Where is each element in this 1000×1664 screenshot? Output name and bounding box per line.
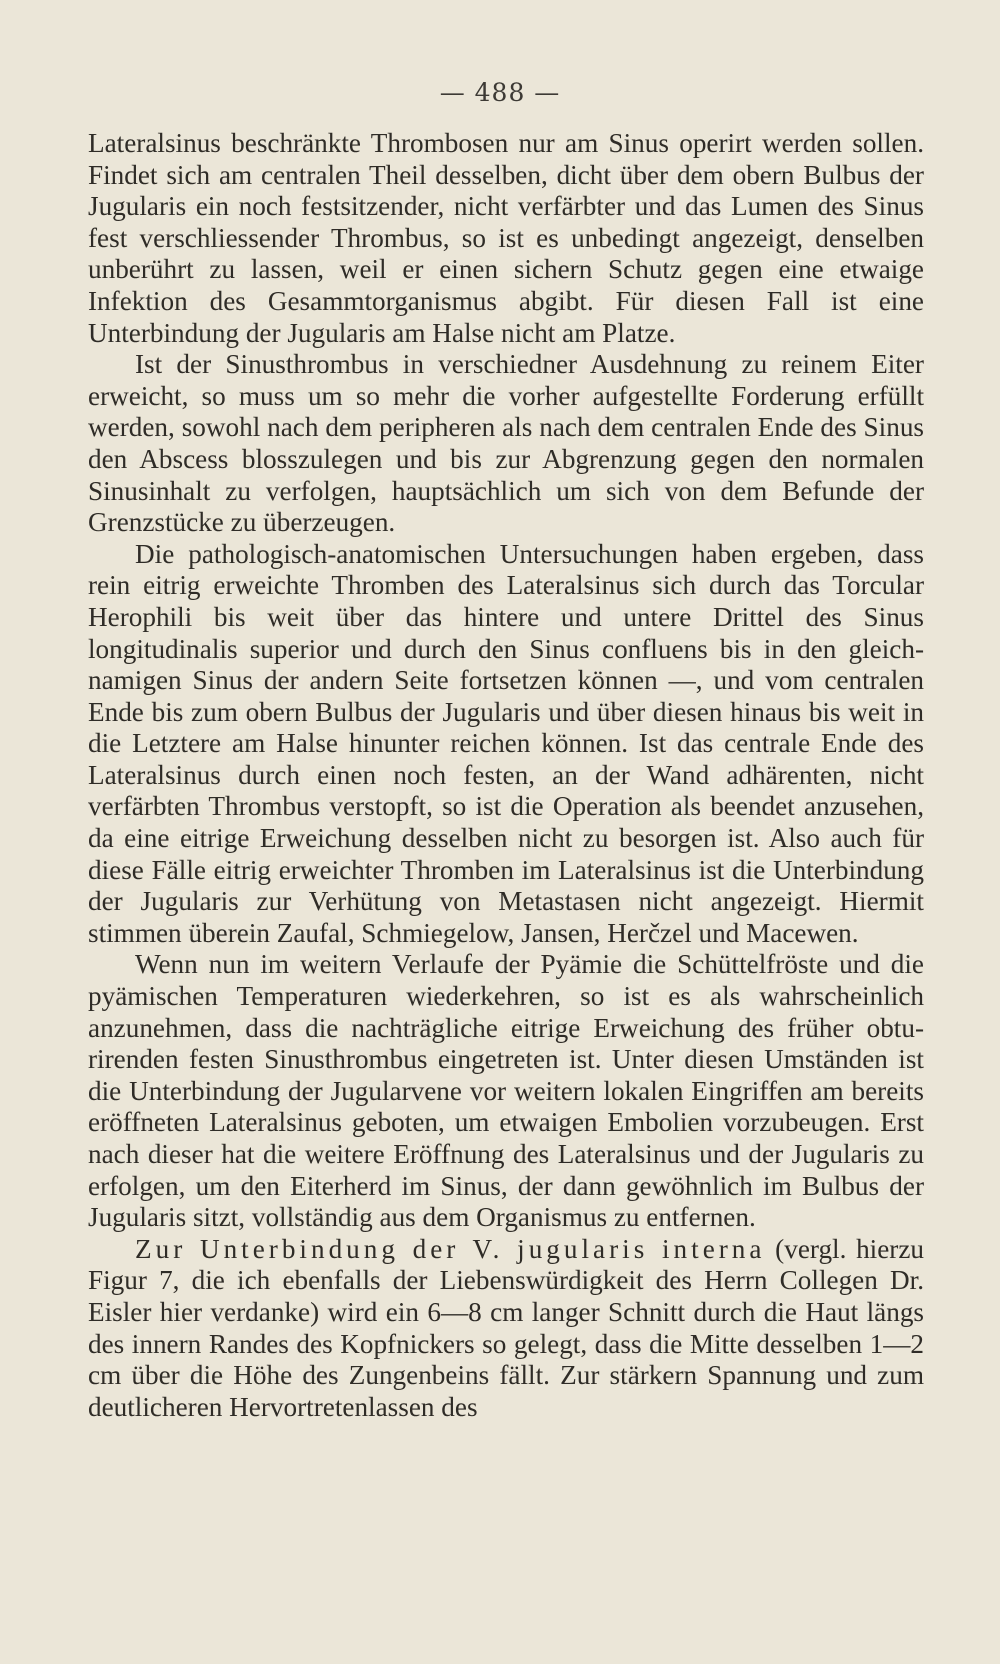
page-number: — 488 — [439, 78, 561, 107]
body-text [88, 128, 924, 1423]
paragraph: Die pathologisch-anatomischen Untersuchungen haben ergeben, dass rein eitrig erweichte Thromben des Lateralsinus sich durch das Torcular Herophili bis weit über das hintere und untere Drittel des Sinus longitudinalis superior und durch den Sinus confluens bis in den gleichnamigen Sinus der andern Seite fortsetzen können —, und vom centralen Ende bis zum obern Bulbus der Jugularis und über diesen hinaus bis weit in die Letztere am Halse hinunter reichen können. Ist das centrale Ende des Lateralsinus durch einen noch festen, an der Wand adhärenten, nicht verfärbten Thrombus verstopft, so ist die Operation als beendet anzusehen, da eine eitrige Erweichung desselben nicht zu besorgen ist. Also auch für diese Fälle eitrig erweichter Thromben im Lateralsinus ist die Unterbindung der Jugularis zur Verhütung von Metastasen nicht angezeigt. Hiermit stimmen überein Zaufal, Schmiegelow, Jansen, Herčzel und Macewen. [88, 538, 924, 948]
paragraph [88, 1234, 924, 1424]
paragraph-continuation: (vergl. hierzu Figur 7, die ich ebenfalls der Liebenswürdigkeit des Herrn Collegen Dr. Eisler hier verdanke) wird ein 6—8 cm langer Schnitt durch die Haut längs des innern Randes des Kopfnickers so gelegt, dass die Mitte desselben 1—2 cm über die Höhe des Zungenbeins fällt. Zur stärkern Spannung und zum deutlicheren Hervortretenlassen des [88, 1233, 925, 1422]
paragraph: Lateralsinus beschränkte Thrombosen nur am Sinus operirt werden sollen. Findet sich am centralen Theil desselben, dicht über dem obern Bulbus der Jugularis ein noch festsitzender, nicht verfärbter und das Lumen des Sinus fest verschliessender Thrombus, so ist es unbedingt angezeigt, denselben unberührt zu lassen, weil er einen sichern Schutz gegen eine etwaige Infektion des Gesammtorganismus abgibt. Für diesen Fall ist eine Unterbindung der Jugularis am Halse nicht am Platze. [88, 128, 924, 348]
spaced-heading-phrase: Zur Unterbindung der V. jugularis interna [135, 1233, 766, 1264]
paragraph: Ist der Sinusthrombus in verschiedner Ausdehnung zu reinem Eiter erweicht, so muss um so mehr die vorher aufgestellte Forderung erfüllt werden, sowohl nach dem peripheren als nach dem centralen Ende des Sinus den Abscess blosszulegen und bis zur Abgrenzung gegen den normalen Sinusinhalt zu verfolgen, hauptsächlich um sich von dem Befunde der Grenzstücke zu überzeugen. [88, 349, 924, 538]
paragraph: Wenn nun im weitern Verlaufe der Pyämie die Schüttelfröste und die pyämischen Temperaturen wiederkehren, so ist es als wahrscheinlich anzunehmen, dass die nachträgliche eitrige Erweichung des früher obturirenden festen Sinusthrombus eingetreten ist. Unter diesen Umständen ist die Unterbindung der Jugularvene vor weitern lokalen Eingriffen am bereits eröffneten Lateralsinus geboten, um etwaigen Embolien vorzubeugen. Erst nach dieser hat die weitere Eröffnung des Lateralsinus und der Jugularis zu erfolgen, um den Eiterherd im Sinus, der dann gewöhnlich im Bulbus der Jugularis sitzt, vollständig aus dem Organismus zu entfernen. [88, 949, 924, 1233]
